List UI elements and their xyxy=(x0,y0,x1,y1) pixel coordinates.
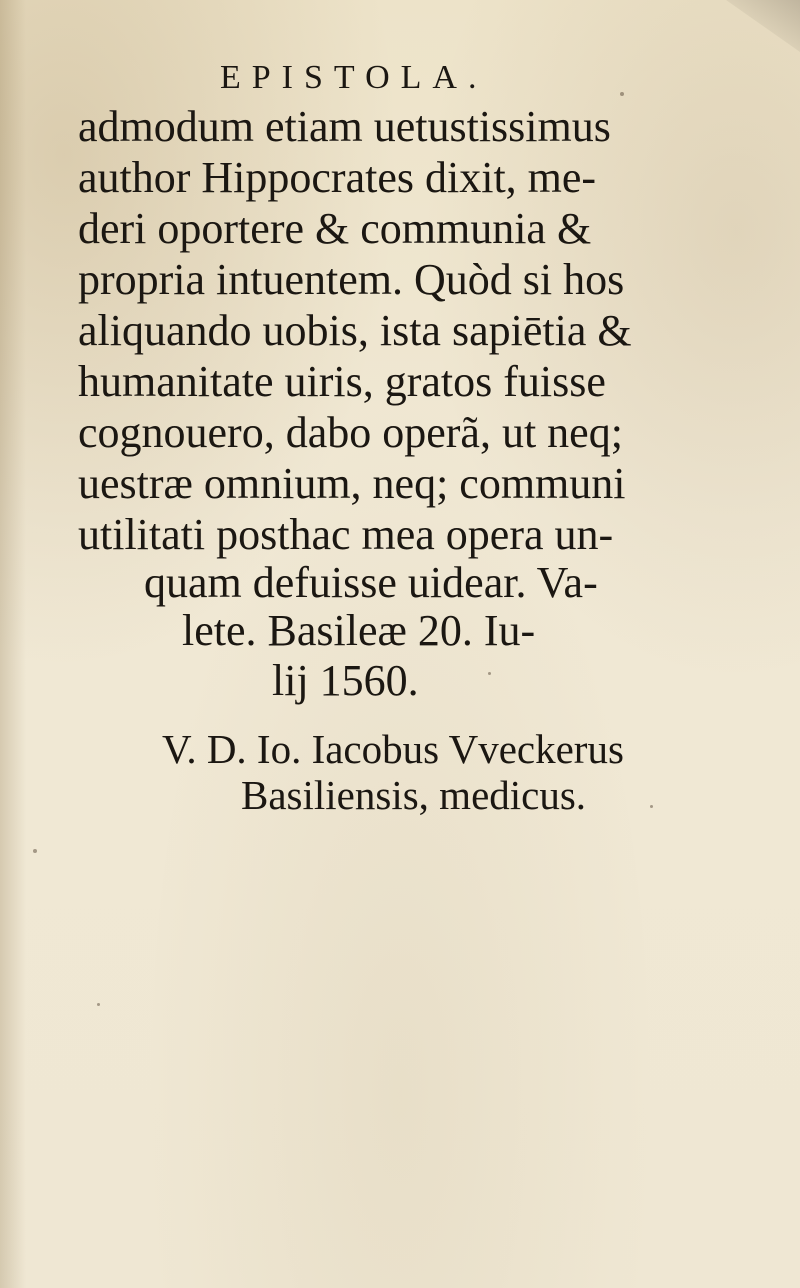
paper-speck xyxy=(97,1003,100,1006)
text-line-10: quam defuisse uidear. Va- xyxy=(144,558,598,607)
paper-speck xyxy=(33,849,37,853)
text-line-9: utilitati posthac mea opera un- xyxy=(78,510,614,559)
running-header: EPISTOLA. xyxy=(220,59,488,96)
text-line-3: deri oportere & communia & xyxy=(78,204,592,253)
signature-line-1: V. D. Io. Iacobus Vveckerus xyxy=(162,726,624,772)
paper-speck xyxy=(650,805,653,808)
text-line-5: aliquando uobis, ista sapiētia & xyxy=(78,306,632,355)
paper-speck xyxy=(488,672,491,675)
text-line-1: admodum etiam uetustissimus xyxy=(78,102,611,151)
text-line-12: lij 1560. xyxy=(272,656,419,705)
page-edge-shadow xyxy=(0,0,26,1288)
text-line-8: uestræ omnium, neq; communi xyxy=(78,459,626,508)
paper-speck xyxy=(620,92,624,96)
text-line-11: lete. Basileæ 20. Iu- xyxy=(182,606,536,655)
text-line-6: humanitate uiris, gratos fuisse xyxy=(78,357,606,406)
page-corner-fold xyxy=(726,0,800,52)
text-line-7: cognouero, dabo operã, ut neq; xyxy=(78,408,623,457)
text-line-4: propria intuentem. Quòd si hos xyxy=(78,255,625,304)
text-line-2: author Hippocrates dixit, me- xyxy=(78,153,597,202)
signature-line-2: Basiliensis, medicus. xyxy=(241,772,587,818)
